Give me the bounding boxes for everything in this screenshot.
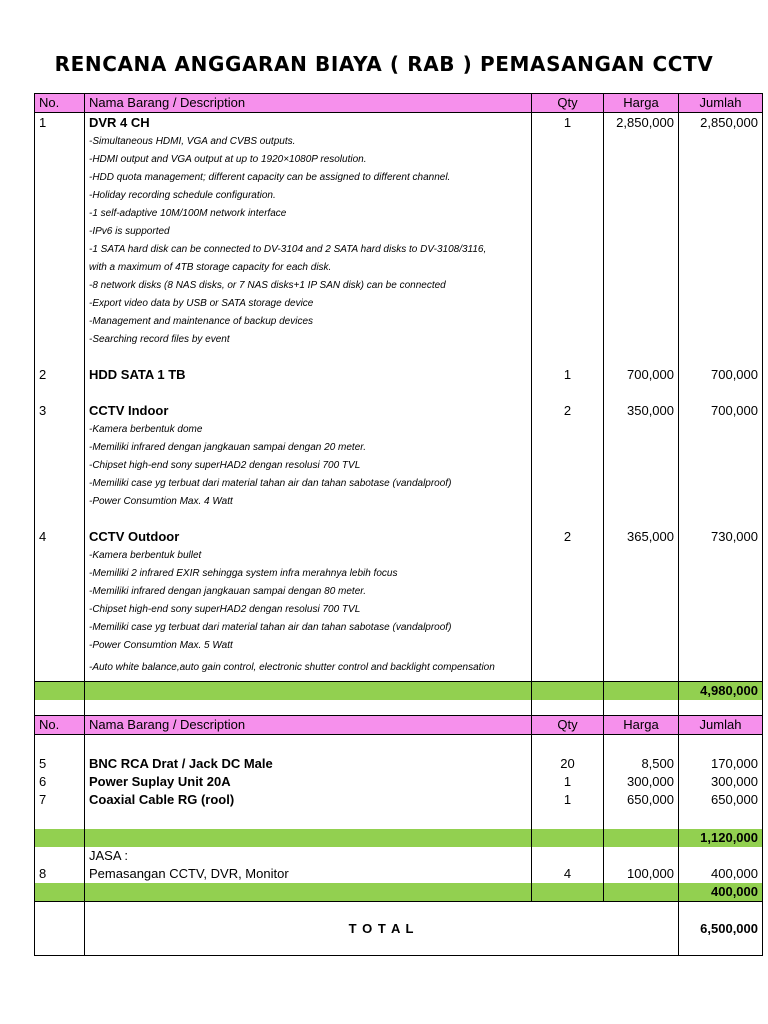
table-cell xyxy=(35,583,85,601)
total-row xyxy=(35,902,763,956)
table-cell xyxy=(532,547,604,565)
table-cell xyxy=(679,349,763,365)
table-cell xyxy=(532,735,604,756)
table-cell xyxy=(679,421,763,439)
table-cell xyxy=(604,493,679,511)
table-cell xyxy=(35,829,85,847)
table-cell xyxy=(604,205,679,223)
table-cell xyxy=(35,493,85,511)
item-row xyxy=(35,527,763,547)
item-harga: 350,000 xyxy=(604,401,679,421)
table-cell xyxy=(532,475,604,493)
jasa-row xyxy=(35,865,763,883)
item-name: CCTV Indoor xyxy=(85,401,532,421)
table-cell xyxy=(35,735,85,756)
detail-row xyxy=(35,331,763,349)
table-cell xyxy=(35,883,85,902)
detail-row xyxy=(35,187,763,205)
table-cell xyxy=(532,241,604,259)
table-cell xyxy=(532,223,604,241)
table-cell xyxy=(679,619,763,637)
item-detail: -Memiliki infrared dengan jangkauan sampai dengan 80 meter. xyxy=(85,583,532,601)
item-qty: 2 xyxy=(532,401,604,421)
item-row xyxy=(35,755,763,773)
item-jumlah: 300,000 xyxy=(679,773,763,791)
table-cell xyxy=(35,902,85,956)
table-cell xyxy=(35,637,85,655)
item-qty: 1 xyxy=(532,773,604,791)
item-name: Coaxial Cable RG (rool) xyxy=(85,791,532,809)
table-cell xyxy=(532,619,604,637)
item-detail: -Power Consumtion Max. 4 Watt xyxy=(85,493,532,511)
table-cell xyxy=(604,511,679,527)
table-cell xyxy=(604,457,679,475)
table-cell xyxy=(679,169,763,187)
table-cell xyxy=(532,331,604,349)
item-qty: 4 xyxy=(532,865,604,883)
table-cell xyxy=(532,169,604,187)
table-cell xyxy=(85,511,532,527)
blank-row xyxy=(35,349,763,365)
table-cell xyxy=(679,735,763,756)
table-cell xyxy=(679,655,763,682)
detail-row xyxy=(35,439,763,457)
detail-row xyxy=(35,169,763,187)
table-cell xyxy=(604,700,679,717)
item-row xyxy=(35,365,763,385)
table-cell xyxy=(85,883,532,902)
item-detail: -HDD quota management; different capacity can be assigned to different channel. xyxy=(85,169,532,187)
blank-row xyxy=(35,809,763,829)
detail-row xyxy=(35,457,763,475)
table-cell xyxy=(35,809,85,829)
detail-row xyxy=(35,205,763,223)
detail-row xyxy=(35,241,763,259)
item-jumlah: 700,000 xyxy=(679,401,763,421)
detail-row xyxy=(35,619,763,637)
item-detail: -HDMI output and VGA output at up to 1920×1080P resolution. xyxy=(85,151,532,169)
table-cell xyxy=(604,475,679,493)
item-detail: -Chipset high-end sony superHAD2 dengan resolusi 700 TVL xyxy=(85,457,532,475)
table-cell xyxy=(35,133,85,151)
table-cell xyxy=(604,277,679,295)
table-cell xyxy=(35,847,85,865)
blank-row xyxy=(35,511,763,527)
item-name: BNC RCA Drat / Jack DC Male xyxy=(85,755,532,773)
table-cell xyxy=(679,637,763,655)
item-qty: 1 xyxy=(532,365,604,385)
table-cell xyxy=(604,223,679,241)
header-harga: Harga xyxy=(604,94,679,113)
item-jumlah: 170,000 xyxy=(679,755,763,773)
table-cell xyxy=(532,601,604,619)
subtotal-value: 400,000 xyxy=(679,883,763,902)
item-harga: 365,000 xyxy=(604,527,679,547)
subtotal-value: 4,980,000 xyxy=(679,681,763,700)
table-cell xyxy=(604,187,679,205)
rab-table-1 xyxy=(34,93,763,717)
item-name: CCTV Outdoor xyxy=(85,527,532,547)
table-cell xyxy=(35,169,85,187)
table-cell xyxy=(35,565,85,583)
table-cell xyxy=(679,205,763,223)
item-no: 6 xyxy=(35,773,85,791)
item-jumlah: 400,000 xyxy=(679,865,763,883)
table-cell xyxy=(679,259,763,277)
item-row xyxy=(35,401,763,421)
item-qty: 1 xyxy=(532,113,604,133)
detail-row xyxy=(35,475,763,493)
table-cell xyxy=(532,133,604,151)
table-cell xyxy=(604,735,679,756)
table-cell xyxy=(532,583,604,601)
table-cell xyxy=(35,385,85,401)
item-harga: 2,850,000 xyxy=(604,113,679,133)
table-cell xyxy=(532,421,604,439)
table-cell xyxy=(604,133,679,151)
table-cell xyxy=(35,700,85,717)
table-cell xyxy=(85,735,532,756)
table-cell xyxy=(35,349,85,365)
table-cell xyxy=(35,655,85,682)
item-harga: 650,000 xyxy=(604,791,679,809)
header-description: Nama Barang / Description xyxy=(85,716,532,735)
item-no: 7 xyxy=(35,791,85,809)
item-detail: -Power Consumtion Max. 5 Watt xyxy=(85,637,532,655)
table-cell xyxy=(679,295,763,313)
table-cell xyxy=(35,457,85,475)
table-cell xyxy=(604,829,679,847)
table-cell xyxy=(532,883,604,902)
table-cell xyxy=(679,511,763,527)
table-cell xyxy=(532,681,604,700)
item-detail: -Export video data by USB or SATA storage device xyxy=(85,295,532,313)
subtotal-row xyxy=(35,883,763,902)
item-detail: -Searching record files by event xyxy=(85,331,532,349)
table-cell xyxy=(604,439,679,457)
table-cell xyxy=(679,385,763,401)
total-label: T O T A L xyxy=(85,902,679,956)
table-cell xyxy=(532,295,604,313)
table-cell xyxy=(35,619,85,637)
table-cell xyxy=(604,151,679,169)
blank-row xyxy=(35,700,763,717)
item-detail: -Management and maintenance of backup devices xyxy=(85,313,532,331)
table-cell xyxy=(532,809,604,829)
detail-row xyxy=(35,259,763,277)
table-cell xyxy=(35,277,85,295)
table-cell xyxy=(604,241,679,259)
table-cell xyxy=(604,385,679,401)
item-harga: 8,500 xyxy=(604,755,679,773)
item-detail: -Chipset high-end sony superHAD2 dengan resolusi 700 TVL xyxy=(85,601,532,619)
table-cell xyxy=(604,809,679,829)
header-jumlah: Jumlah xyxy=(679,716,763,735)
total-value: 6,500,000 xyxy=(679,902,763,956)
table-cell xyxy=(532,205,604,223)
detail-row xyxy=(35,565,763,583)
detail-row xyxy=(35,313,763,331)
table-cell xyxy=(35,241,85,259)
item-jumlah: 700,000 xyxy=(679,365,763,385)
table-cell xyxy=(85,700,532,717)
table-cell xyxy=(35,511,85,527)
table-cell xyxy=(679,277,763,295)
table-cell xyxy=(85,349,532,365)
table-cell xyxy=(679,223,763,241)
item-name: Pemasangan CCTV, DVR, Monitor xyxy=(85,865,532,883)
item-detail: -Memiliki case yg terbuat dari material tahan air dan tahan sabotase (vandalproof) xyxy=(85,619,532,637)
table-cell xyxy=(604,619,679,637)
item-detail: -Memiliki infrared dengan jangkauan sampai dengan 20 meter. xyxy=(85,439,532,457)
table-cell xyxy=(604,259,679,277)
detail-row xyxy=(35,637,763,655)
table-cell xyxy=(604,655,679,682)
blank-row xyxy=(35,385,763,401)
table-cell xyxy=(532,655,604,682)
item-no: 3 xyxy=(35,401,85,421)
table-cell xyxy=(679,475,763,493)
table-cell xyxy=(532,829,604,847)
table-cell xyxy=(679,133,763,151)
table-cell xyxy=(35,681,85,700)
item-name: Power Suplay Unit 20A xyxy=(85,773,532,791)
table-cell xyxy=(604,847,679,865)
table-cell xyxy=(679,439,763,457)
jasa-heading: JASA : xyxy=(85,847,532,865)
table-cell xyxy=(532,493,604,511)
item-detail: -Auto white balance,auto gain control, electronic shutter control and backlight compensation xyxy=(85,655,532,682)
table-cell xyxy=(679,547,763,565)
table-cell xyxy=(532,700,604,717)
table-cell xyxy=(85,809,532,829)
header-no: No. xyxy=(35,94,85,113)
item-detail: -Kamera berbentuk dome xyxy=(85,421,532,439)
table-cell xyxy=(532,565,604,583)
detail-row xyxy=(35,151,763,169)
table-cell xyxy=(604,331,679,349)
table-cell xyxy=(35,475,85,493)
subtotal-value: 1,120,000 xyxy=(679,829,763,847)
header-description: Nama Barang / Description xyxy=(85,94,532,113)
item-jumlah: 650,000 xyxy=(679,791,763,809)
item-detail: -IPv6 is supported xyxy=(85,223,532,241)
item-no: 5 xyxy=(35,755,85,773)
table-cell xyxy=(604,421,679,439)
detail-row xyxy=(35,601,763,619)
table-cell xyxy=(604,601,679,619)
item-no: 8 xyxy=(35,865,85,883)
table-cell xyxy=(35,187,85,205)
item-jumlah: 730,000 xyxy=(679,527,763,547)
table-cell xyxy=(604,583,679,601)
table-cell xyxy=(532,187,604,205)
subtotal-row xyxy=(35,829,763,847)
table-cell xyxy=(604,169,679,187)
table-cell xyxy=(679,565,763,583)
table-cell xyxy=(532,259,604,277)
table-cell xyxy=(679,151,763,169)
detail-row xyxy=(35,277,763,295)
item-row xyxy=(35,113,763,133)
table-cell xyxy=(35,439,85,457)
table-cell xyxy=(679,313,763,331)
jasa-heading-row xyxy=(35,847,763,865)
item-qty: 2 xyxy=(532,527,604,547)
table-cell xyxy=(604,547,679,565)
table-cell xyxy=(85,385,532,401)
item-qty: 1 xyxy=(532,791,604,809)
table-cell xyxy=(679,187,763,205)
table-cell xyxy=(35,313,85,331)
item-detail: -Memiliki 2 infrared EXIR sehingga system infra merahnya lebih focus xyxy=(85,565,532,583)
table-cell xyxy=(679,601,763,619)
table-cell xyxy=(35,205,85,223)
header-qty: Qty xyxy=(532,94,604,113)
item-detail: -1 self-adaptive 10M/100M network interface xyxy=(85,205,532,223)
item-row xyxy=(35,773,763,791)
detail-row xyxy=(35,547,763,565)
table-cell xyxy=(679,700,763,717)
item-no: 4 xyxy=(35,527,85,547)
item-jumlah: 2,850,000 xyxy=(679,113,763,133)
table-cell xyxy=(35,421,85,439)
header-qty: Qty xyxy=(532,716,604,735)
item-no: 1 xyxy=(35,113,85,133)
table-cell xyxy=(532,457,604,475)
rab-table-2 xyxy=(34,715,763,956)
table-cell xyxy=(35,547,85,565)
table-cell xyxy=(532,277,604,295)
detail-row xyxy=(35,223,763,241)
table-cell xyxy=(532,151,604,169)
table-cell xyxy=(532,313,604,331)
item-name: HDD SATA 1 TB xyxy=(85,365,532,385)
table-cell xyxy=(35,601,85,619)
header-row xyxy=(35,94,763,113)
table-cell xyxy=(679,457,763,475)
table-cell xyxy=(532,637,604,655)
item-detail: -8 network disks (8 NAS disks, or 7 NAS disks+1 IP SAN disk) can be connected xyxy=(85,277,532,295)
table-cell xyxy=(679,583,763,601)
header-jumlah: Jumlah xyxy=(679,94,763,113)
table-cell xyxy=(532,439,604,457)
item-no: 2 xyxy=(35,365,85,385)
table-cell xyxy=(604,349,679,365)
table-cell xyxy=(604,313,679,331)
table-cell xyxy=(679,809,763,829)
item-row xyxy=(35,791,763,809)
item-detail: with a maximum of 4TB storage capacity for each disk. xyxy=(85,259,532,277)
detail-row xyxy=(35,421,763,439)
table-cell xyxy=(532,349,604,365)
item-detail: -1 SATA hard disk can be connected to DV-3104 and 2 SATA hard disks to DV-3108/3116, xyxy=(85,241,532,259)
table-cell xyxy=(604,681,679,700)
item-detail: -Memiliki case yg terbuat dari material tahan air dan tahan sabotase (vandalproof) xyxy=(85,475,532,493)
detail-row xyxy=(35,133,763,151)
table-cell xyxy=(532,385,604,401)
header-harga: Harga xyxy=(604,716,679,735)
detail-row xyxy=(35,295,763,313)
table-cell xyxy=(532,847,604,865)
table-cell xyxy=(532,511,604,527)
table-cell xyxy=(85,681,532,700)
table-cell xyxy=(604,637,679,655)
table-cell xyxy=(679,241,763,259)
item-harga: 700,000 xyxy=(604,365,679,385)
table-cell xyxy=(35,295,85,313)
table-cell xyxy=(679,493,763,511)
item-detail: -Kamera berbentuk bullet xyxy=(85,547,532,565)
table-cell xyxy=(604,565,679,583)
detail-row xyxy=(35,583,763,601)
blank-row xyxy=(35,735,763,756)
item-harga: 100,000 xyxy=(604,865,679,883)
table-cell xyxy=(35,151,85,169)
table-cell xyxy=(85,829,532,847)
header-row xyxy=(35,716,763,735)
item-qty: 20 xyxy=(532,755,604,773)
header-no: No. xyxy=(35,716,85,735)
table-cell xyxy=(679,847,763,865)
table-cell xyxy=(604,295,679,313)
page-title: RENCANA ANGGARAN BIAYA ( RAB ) PEMASANGAN CCTV xyxy=(54,52,714,76)
subtotal-row xyxy=(35,681,763,700)
item-detail: -Holiday recording schedule configuration. xyxy=(85,187,532,205)
table-cell xyxy=(35,331,85,349)
table-cell xyxy=(35,259,85,277)
detail-row xyxy=(35,493,763,511)
table-cell xyxy=(35,223,85,241)
item-name: DVR 4 CH xyxy=(85,113,532,133)
item-detail: -Simultaneous HDMI, VGA and CVBS outputs. xyxy=(85,133,532,151)
item-harga: 300,000 xyxy=(604,773,679,791)
table-cell xyxy=(604,883,679,902)
detail-row xyxy=(35,655,763,682)
table-cell xyxy=(679,331,763,349)
